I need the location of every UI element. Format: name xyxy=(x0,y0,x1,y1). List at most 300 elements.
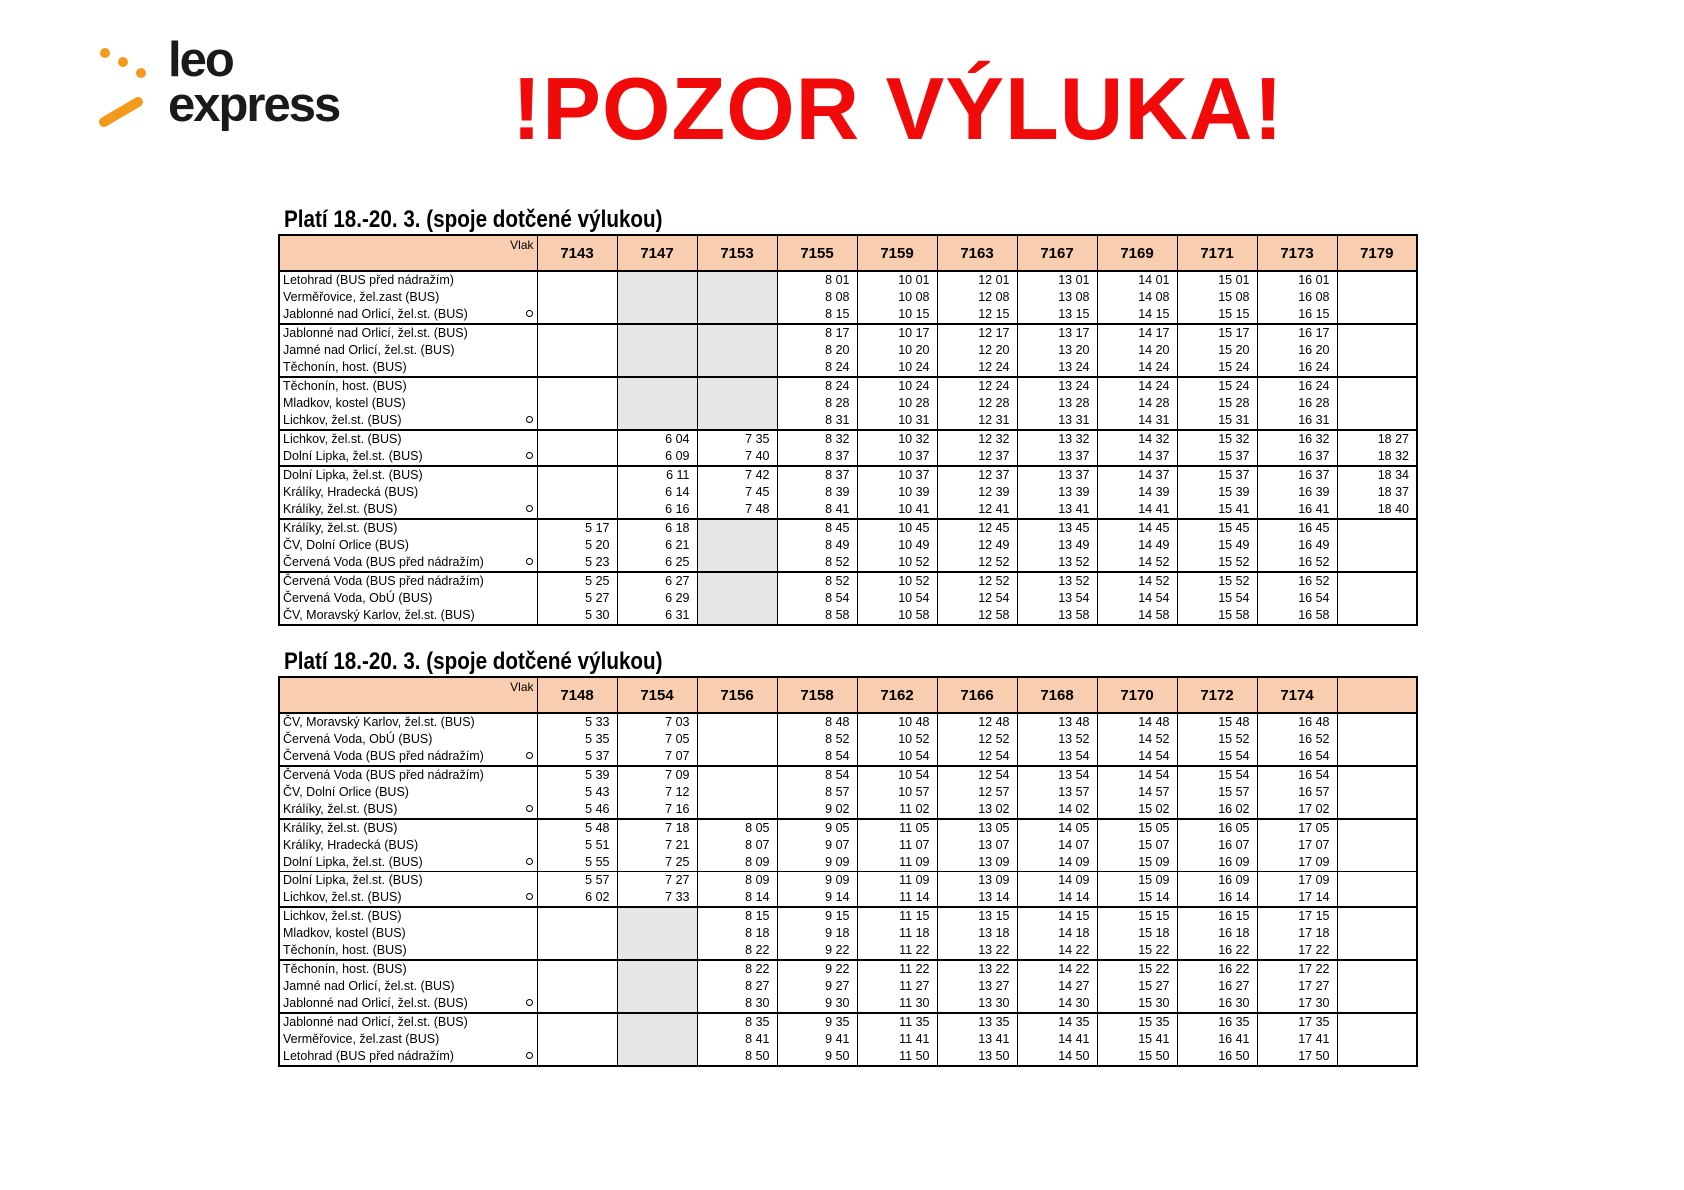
time-cell: 11 02 xyxy=(857,801,937,819)
time-cell: 13 35 xyxy=(937,1013,1017,1031)
time-cell: 8 31 xyxy=(777,412,857,430)
time-cell: 12 41 xyxy=(937,501,1017,519)
time-cell: 11 27 xyxy=(857,978,937,995)
time-cell xyxy=(617,1048,697,1066)
time-cell xyxy=(1337,412,1417,430)
time-cell: 11 22 xyxy=(857,942,937,960)
time-cell xyxy=(537,395,617,412)
station-name: Mladkov, kostel (BUS) xyxy=(283,926,406,940)
time-cell xyxy=(617,960,697,978)
time-cell: 13 09 xyxy=(937,872,1017,890)
time-cell: 18 40 xyxy=(1337,501,1417,519)
time-cell xyxy=(697,572,777,590)
header-row xyxy=(279,677,1417,713)
time-cell: 8 57 xyxy=(777,784,857,801)
header-row xyxy=(279,235,1417,271)
train-number: 7162 xyxy=(857,677,937,713)
time-cell: 13 02 xyxy=(937,801,1017,819)
time-cell: 7 27 xyxy=(617,872,697,890)
time-cell: 10 57 xyxy=(857,784,937,801)
time-cell: 13 50 xyxy=(937,1048,1017,1066)
station-name: Červená Voda (BUS před nádražím) xyxy=(283,749,484,763)
time-cell: 13 45 xyxy=(1017,519,1097,537)
station-name: Králíky, Hradecká (BUS) xyxy=(283,485,419,499)
time-cell: 14 49 xyxy=(1097,537,1177,554)
time-cell: 15 45 xyxy=(1177,519,1257,537)
time-cell xyxy=(1337,960,1417,978)
station-name: Lichkov, žel.st. (BUS) xyxy=(283,413,402,427)
station-cell xyxy=(279,1013,537,1031)
train-number: 7166 xyxy=(937,677,1017,713)
time-cell: 8 07 xyxy=(697,837,777,854)
time-cell: 6 02 xyxy=(537,889,617,907)
table-row xyxy=(279,359,1417,377)
time-cell: 14 35 xyxy=(1017,1013,1097,1031)
station-name: Dolní Lipka, žel.st. (BUS) xyxy=(283,468,423,482)
station-cell xyxy=(279,554,537,572)
station-name: Jamné nad Orlicí, žel.st. (BUS) xyxy=(283,979,455,993)
time-cell: 13 54 xyxy=(1017,748,1097,766)
table-row xyxy=(279,784,1417,801)
time-cell: 7 21 xyxy=(617,837,697,854)
train-number: 7173 xyxy=(1257,235,1337,271)
time-cell: 8 20 xyxy=(777,342,857,359)
time-cell: 9 15 xyxy=(777,907,857,925)
station-cell xyxy=(279,925,537,942)
time-cell xyxy=(1337,271,1417,289)
time-cell: 8 45 xyxy=(777,519,857,537)
time-cell: 5 48 xyxy=(537,819,617,837)
time-cell: 14 05 xyxy=(1017,819,1097,837)
time-cell: 17 35 xyxy=(1257,1013,1337,1031)
time-cell xyxy=(1337,342,1417,359)
table-row xyxy=(279,1048,1417,1066)
time-cell: 7 40 xyxy=(697,448,777,466)
time-cell: 15 22 xyxy=(1097,960,1177,978)
time-cell xyxy=(697,395,777,412)
time-cell: 17 41 xyxy=(1257,1031,1337,1048)
time-cell: 6 09 xyxy=(617,448,697,466)
time-cell: 16 18 xyxy=(1177,925,1257,942)
table-row xyxy=(279,960,1417,978)
station-name: Lichkov, žel.st. (BUS) xyxy=(283,890,402,904)
table-row xyxy=(279,995,1417,1013)
time-cell: 8 41 xyxy=(697,1031,777,1048)
time-cell: 13 41 xyxy=(1017,501,1097,519)
table-row xyxy=(279,819,1417,837)
transfer-circle-icon xyxy=(526,452,533,459)
time-cell xyxy=(1337,377,1417,395)
time-cell: 6 25 xyxy=(617,554,697,572)
time-cell: 8 22 xyxy=(697,960,777,978)
time-cell xyxy=(1337,306,1417,324)
time-cell: 15 02 xyxy=(1097,801,1177,819)
time-cell: 16 30 xyxy=(1177,995,1257,1013)
time-cell: 13 41 xyxy=(937,1031,1017,1048)
time-cell: 5 39 xyxy=(537,766,617,784)
time-cell: 10 52 xyxy=(857,572,937,590)
station-cell xyxy=(279,519,537,537)
time-cell: 13 52 xyxy=(1017,554,1097,572)
time-cell: 16 09 xyxy=(1177,872,1257,890)
timetable-return xyxy=(278,648,1418,1067)
table-row xyxy=(279,554,1417,572)
station-name: Jablonné nad Orlicí, žel.st. (BUS) xyxy=(283,996,468,1010)
transfer-circle-icon xyxy=(526,752,533,759)
time-cell: 16 41 xyxy=(1177,1031,1257,1048)
time-cell: 5 46 xyxy=(537,801,617,819)
time-cell xyxy=(697,359,777,377)
table-row xyxy=(279,395,1417,412)
time-cell: 16 07 xyxy=(1177,837,1257,854)
time-cell: 12 20 xyxy=(937,342,1017,359)
time-cell: 5 30 xyxy=(537,607,617,625)
time-cell: 15 08 xyxy=(1177,289,1257,306)
time-cell xyxy=(1337,995,1417,1013)
station-name: Jablonné nad Orlicí, žel.st. (BUS) xyxy=(283,326,468,340)
time-cell: 16 09 xyxy=(1177,854,1257,872)
time-cell: 14 52 xyxy=(1097,572,1177,590)
table-row xyxy=(279,324,1417,342)
time-cell xyxy=(697,784,777,801)
time-cell: 13 07 xyxy=(937,837,1017,854)
time-cell: 15 52 xyxy=(1177,554,1257,572)
vlak-label: Vlak xyxy=(279,677,537,713)
train-number: 7168 xyxy=(1017,677,1097,713)
timetable-title: Platí 18.-20. 3. (spoje dotčené výlukou) xyxy=(284,206,663,233)
time-cell: 13 32 xyxy=(1017,430,1097,448)
time-cell: 8 54 xyxy=(777,766,857,784)
time-cell xyxy=(537,978,617,995)
time-cell: 7 09 xyxy=(617,766,697,784)
time-cell: 16 57 xyxy=(1257,784,1337,801)
time-cell: 10 24 xyxy=(857,377,937,395)
time-cell: 13 52 xyxy=(1017,572,1097,590)
time-cell: 11 18 xyxy=(857,925,937,942)
time-cell: 12 45 xyxy=(937,519,1017,537)
time-cell xyxy=(1337,554,1417,572)
time-cell: 15 31 xyxy=(1177,412,1257,430)
time-cell xyxy=(1337,590,1417,607)
train-number: 7143 xyxy=(537,235,617,271)
station-cell xyxy=(279,872,537,890)
time-cell: 6 21 xyxy=(617,537,697,554)
time-cell: 16 35 xyxy=(1177,1013,1257,1031)
time-cell xyxy=(1337,607,1417,625)
time-cell: 17 07 xyxy=(1257,837,1337,854)
time-cell: 10 01 xyxy=(857,271,937,289)
station-name: Červená Voda, ObÚ (BUS) xyxy=(283,591,433,605)
time-cell xyxy=(1337,942,1417,960)
time-cell: 13 22 xyxy=(937,960,1017,978)
time-cell: 11 35 xyxy=(857,1013,937,1031)
logo-line-1: leo xyxy=(168,33,233,87)
time-cell: 16 24 xyxy=(1257,377,1337,395)
time-cell: 6 04 xyxy=(617,430,697,448)
time-cell: 16 52 xyxy=(1257,731,1337,748)
table-row xyxy=(279,271,1417,289)
time-cell: 14 17 xyxy=(1097,324,1177,342)
table-row xyxy=(279,748,1417,766)
time-cell: 17 22 xyxy=(1257,942,1337,960)
time-cell: 8 41 xyxy=(777,501,857,519)
time-cell: 6 18 xyxy=(617,519,697,537)
station-name: Letohrad (BUS před nádražím) xyxy=(283,273,454,287)
time-cell: 13 58 xyxy=(1017,607,1097,625)
time-cell: 16 52 xyxy=(1257,572,1337,590)
time-cell: 10 54 xyxy=(857,748,937,766)
time-cell: 16 05 xyxy=(1177,819,1257,837)
time-cell xyxy=(617,306,697,324)
time-cell xyxy=(1337,1013,1417,1031)
time-cell xyxy=(1337,572,1417,590)
timetable-table xyxy=(278,676,1418,1067)
train-number: 7156 xyxy=(697,677,777,713)
time-cell: 15 41 xyxy=(1097,1031,1177,1048)
time-cell: 15 28 xyxy=(1177,395,1257,412)
time-cell xyxy=(697,748,777,766)
table-row xyxy=(279,942,1417,960)
time-cell: 12 37 xyxy=(937,466,1017,484)
time-cell: 15 41 xyxy=(1177,501,1257,519)
time-cell: 14 41 xyxy=(1097,501,1177,519)
station-cell xyxy=(279,271,537,289)
time-cell: 8 52 xyxy=(777,731,857,748)
table-row xyxy=(279,448,1417,466)
time-cell: 12 31 xyxy=(937,412,1017,430)
time-cell: 13 28 xyxy=(1017,395,1097,412)
transfer-circle-icon xyxy=(526,310,533,317)
table-row xyxy=(279,837,1417,854)
time-cell: 9 50 xyxy=(777,1048,857,1066)
time-cell: 15 17 xyxy=(1177,324,1257,342)
train-number: 7170 xyxy=(1097,677,1177,713)
time-cell xyxy=(537,430,617,448)
time-cell: 8 54 xyxy=(777,748,857,766)
time-cell xyxy=(617,289,697,306)
table-row xyxy=(279,377,1417,395)
time-cell: 8 50 xyxy=(697,1048,777,1066)
time-cell xyxy=(697,554,777,572)
station-cell xyxy=(279,889,537,907)
time-cell xyxy=(1337,537,1417,554)
time-cell: 17 30 xyxy=(1257,995,1337,1013)
time-cell: 16 52 xyxy=(1257,554,1337,572)
time-cell: 14 57 xyxy=(1097,784,1177,801)
time-cell: 8 09 xyxy=(697,854,777,872)
train-number: 7169 xyxy=(1097,235,1177,271)
time-cell: 14 52 xyxy=(1097,554,1177,572)
time-cell: 15 20 xyxy=(1177,342,1257,359)
station-name: Červená Voda (BUS před nádražím) xyxy=(283,574,484,588)
station-name: Králíky, žel.st. (BUS) xyxy=(283,821,398,835)
time-cell xyxy=(617,925,697,942)
table-row xyxy=(279,801,1417,819)
time-cell: 17 05 xyxy=(1257,819,1337,837)
table-row xyxy=(279,766,1417,784)
time-cell: 9 30 xyxy=(777,995,857,1013)
time-cell xyxy=(1337,748,1417,766)
time-cell: 14 18 xyxy=(1017,925,1097,942)
time-cell: 17 50 xyxy=(1257,1048,1337,1066)
time-cell: 13 54 xyxy=(1017,766,1097,784)
time-cell: 16 28 xyxy=(1257,395,1337,412)
time-cell: 12 17 xyxy=(937,324,1017,342)
table-row xyxy=(279,731,1417,748)
time-cell: 14 22 xyxy=(1017,942,1097,960)
time-cell: 9 09 xyxy=(777,872,857,890)
time-cell: 9 07 xyxy=(777,837,857,854)
table-row xyxy=(279,342,1417,359)
time-cell: 8 49 xyxy=(777,537,857,554)
time-cell xyxy=(617,271,697,289)
time-cell: 14 15 xyxy=(1017,907,1097,925)
time-cell: 7 05 xyxy=(617,731,697,748)
time-cell: 8 01 xyxy=(777,271,857,289)
transfer-circle-icon xyxy=(526,558,533,565)
time-cell xyxy=(1337,395,1417,412)
time-cell: 13 14 xyxy=(937,889,1017,907)
time-cell: 14 09 xyxy=(1017,872,1097,890)
time-cell xyxy=(537,466,617,484)
time-cell: 8 15 xyxy=(777,306,857,324)
station-name: Mladkov, kostel (BUS) xyxy=(283,396,406,410)
station-name: ČV, Moravský Karlov, žel.st. (BUS) xyxy=(283,715,475,729)
time-cell: 15 15 xyxy=(1177,306,1257,324)
time-cell: 8 24 xyxy=(777,359,857,377)
train-number: 7147 xyxy=(617,235,697,271)
station-name: Dolní Lipka, žel.st. (BUS) xyxy=(283,449,423,463)
time-cell: 17 22 xyxy=(1257,960,1337,978)
time-cell: 13 37 xyxy=(1017,448,1097,466)
time-cell: 15 01 xyxy=(1177,271,1257,289)
time-cell: 13 49 xyxy=(1017,537,1097,554)
time-cell: 5 33 xyxy=(537,713,617,731)
transfer-circle-icon xyxy=(526,416,533,423)
station-cell xyxy=(279,995,537,1013)
time-cell: 14 22 xyxy=(1017,960,1097,978)
time-cell: 12 48 xyxy=(937,713,1017,731)
time-cell: 16 58 xyxy=(1257,607,1337,625)
time-cell: 5 43 xyxy=(537,784,617,801)
time-cell: 11 14 xyxy=(857,889,937,907)
time-cell: 9 14 xyxy=(777,889,857,907)
time-cell: 10 52 xyxy=(857,731,937,748)
time-cell xyxy=(537,925,617,942)
time-cell: 18 34 xyxy=(1337,466,1417,484)
station-cell xyxy=(279,748,537,766)
time-cell: 17 14 xyxy=(1257,889,1337,907)
time-cell xyxy=(537,271,617,289)
table-row xyxy=(279,907,1417,925)
time-cell: 14 41 xyxy=(1017,1031,1097,1048)
train-number: 7171 xyxy=(1177,235,1257,271)
station-name: Letohrad (BUS před nádražím) xyxy=(283,1049,454,1063)
time-cell: 8 14 xyxy=(697,889,777,907)
time-cell xyxy=(617,995,697,1013)
station-name: Králíky, žel.st. (BUS) xyxy=(283,521,398,535)
page-headline: !POZOR VÝLUKA! xyxy=(512,59,1284,158)
station-cell xyxy=(279,466,537,484)
time-cell: 6 16 xyxy=(617,501,697,519)
table-row xyxy=(279,306,1417,324)
train-number: 7174 xyxy=(1257,677,1337,713)
table-row xyxy=(279,925,1417,942)
time-cell: 8 32 xyxy=(777,430,857,448)
station-cell xyxy=(279,978,537,995)
time-cell xyxy=(1337,731,1417,748)
time-cell: 16 20 xyxy=(1257,342,1337,359)
time-cell: 15 15 xyxy=(1097,907,1177,925)
time-cell: 17 18 xyxy=(1257,925,1337,942)
time-cell: 10 58 xyxy=(857,607,937,625)
time-cell: 12 39 xyxy=(937,484,1017,501)
time-cell: 10 41 xyxy=(857,501,937,519)
station-cell xyxy=(279,801,537,819)
time-cell: 16 31 xyxy=(1257,412,1337,430)
time-cell: 13 08 xyxy=(1017,289,1097,306)
time-cell: 15 24 xyxy=(1177,377,1257,395)
time-cell: 8 22 xyxy=(697,942,777,960)
time-cell: 14 58 xyxy=(1097,607,1177,625)
vlak-label: Vlak xyxy=(279,235,537,271)
time-cell: 16 14 xyxy=(1177,889,1257,907)
time-cell xyxy=(1337,837,1417,854)
time-cell xyxy=(1337,519,1417,537)
time-cell: 13 22 xyxy=(937,942,1017,960)
time-cell: 8 35 xyxy=(697,1013,777,1031)
time-cell xyxy=(697,607,777,625)
train-number: 7167 xyxy=(1017,235,1097,271)
time-cell: 9 18 xyxy=(777,925,857,942)
time-cell: 12 54 xyxy=(937,748,1017,766)
train-number: 7155 xyxy=(777,235,857,271)
time-cell xyxy=(537,324,617,342)
time-cell: 13 52 xyxy=(1017,731,1097,748)
time-cell: 15 30 xyxy=(1097,995,1177,1013)
transfer-circle-icon xyxy=(526,805,533,812)
time-cell: 15 24 xyxy=(1177,359,1257,377)
time-cell: 16 22 xyxy=(1177,960,1257,978)
time-cell xyxy=(537,995,617,1013)
time-cell: 13 30 xyxy=(937,995,1017,1013)
station-cell xyxy=(279,731,537,748)
time-cell: 14 08 xyxy=(1097,289,1177,306)
time-cell xyxy=(697,306,777,324)
time-cell xyxy=(537,1031,617,1048)
time-cell: 14 39 xyxy=(1097,484,1177,501)
time-cell: 16 48 xyxy=(1257,713,1337,731)
timetable-outbound xyxy=(278,206,1418,626)
station-name: Lichkov, žel.st. (BUS) xyxy=(283,432,402,446)
time-cell: 11 50 xyxy=(857,1048,937,1066)
time-cell xyxy=(697,324,777,342)
time-cell: 8 08 xyxy=(777,289,857,306)
time-cell: 12 24 xyxy=(937,377,1017,395)
time-cell: 15 35 xyxy=(1097,1013,1177,1031)
time-cell: 15 54 xyxy=(1177,766,1257,784)
station-cell xyxy=(279,766,537,784)
time-cell: 16 15 xyxy=(1177,907,1257,925)
time-cell xyxy=(697,412,777,430)
time-cell: 16 17 xyxy=(1257,324,1337,342)
time-cell: 17 09 xyxy=(1257,872,1337,890)
table-row xyxy=(279,289,1417,306)
table-row xyxy=(279,537,1417,554)
time-cell: 13 15 xyxy=(1017,306,1097,324)
time-cell xyxy=(537,412,617,430)
time-cell: 8 39 xyxy=(777,484,857,501)
